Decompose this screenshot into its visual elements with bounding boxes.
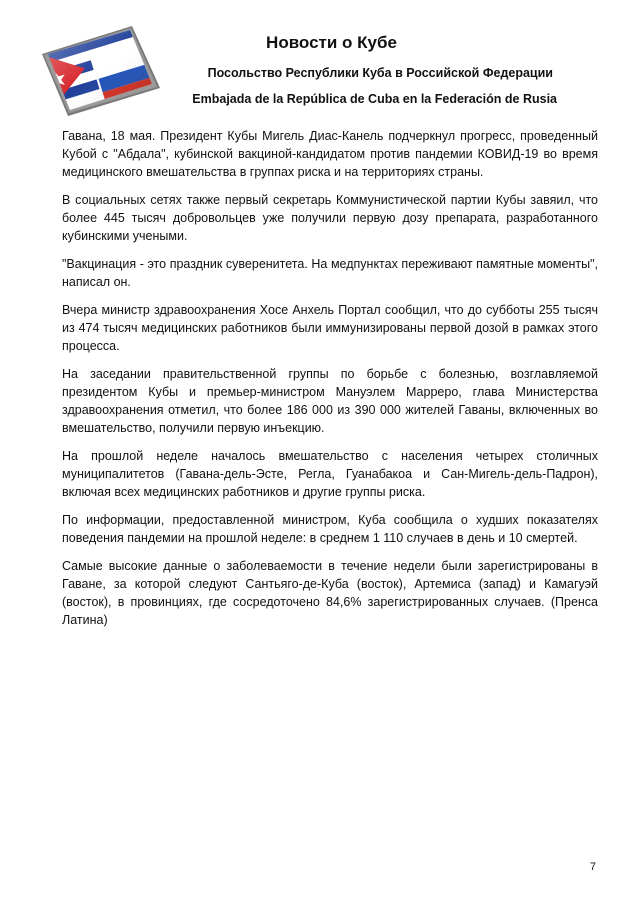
paragraph: По информации, предоставленной министром, Куба сообщила о худших показателях поведения пандемии на прошлой неделе: в среднем 1 110 случаев в день и 10 смертей. bbox=[62, 513, 598, 545]
paragraph: Самые высокие данные о заболеваемости в течение недели были зарегистрированы в Гаване, за которой следуют Сантьяго-де-Куба (восток), Артемиса (запад) и Камагуэй (восток), в провинциях, где сосредоточено 84,6% зарегистрированных случаев. (Пренса Латина) bbox=[62, 559, 598, 627]
paragraph: На прошлой неделе началось вмешательство с населения четырех столичных муниципалитетов (Гавана-дель-Эсте, Регла, Гуанабакоа и Сан-Мигель-дель-Падрон), включая всех медицинских работников и другие группы риска. bbox=[62, 449, 598, 499]
paragraph: На заседании правительственной группы по борьбе с болезнью, возглавляемой президентом Кубы и премьер-министром Мануэлем Марреро, глава Министерства здравоохранения отметил, что более 186 000 из 390 000 жителей Гаваны, включенных во вмешательство, получили первую инъекцию. bbox=[62, 367, 598, 435]
paragraph: Гавана, 18 мая. Президент Кубы Мигель Диас-Канель подчеркнул прогресс, проведенный Кубой с "Абдала", кубинской вакциной-кандидатом против пандемии КОВИД-19 во время медицинского вмешательства в группах риска и на территориях страны. bbox=[62, 129, 598, 179]
page-title: Новости о Кубе bbox=[266, 33, 397, 52]
embassy-name-ru: Посольство Республики Куба в Российской Федерации bbox=[207, 66, 553, 80]
article-body bbox=[62, 127, 598, 639]
paragraph: Вчера министр здравоохранения Хосе Анхель Портал сообщил, что до субботы 255 тысяч из 474 тысяч медицинских работников были иммунизированы первой дозой в рамках этого процесса. bbox=[62, 303, 598, 353]
paragraph: В социальных сетях также первый секретарь Коммунистической партии Кубы завяил, что более 445 тысяч добровольцев уже получили первую дозу препарата, разработанного кубинскими учеными. bbox=[62, 193, 598, 243]
paragraph: "Вакцинация - это праздник суверенитета. На медпунктах переживают памятные моменты", написал он. bbox=[62, 257, 598, 289]
page-number: 7 bbox=[589, 861, 596, 873]
embassy-name-es: Embajada de la República de Cuba en la Federación de Rusia bbox=[192, 92, 557, 106]
